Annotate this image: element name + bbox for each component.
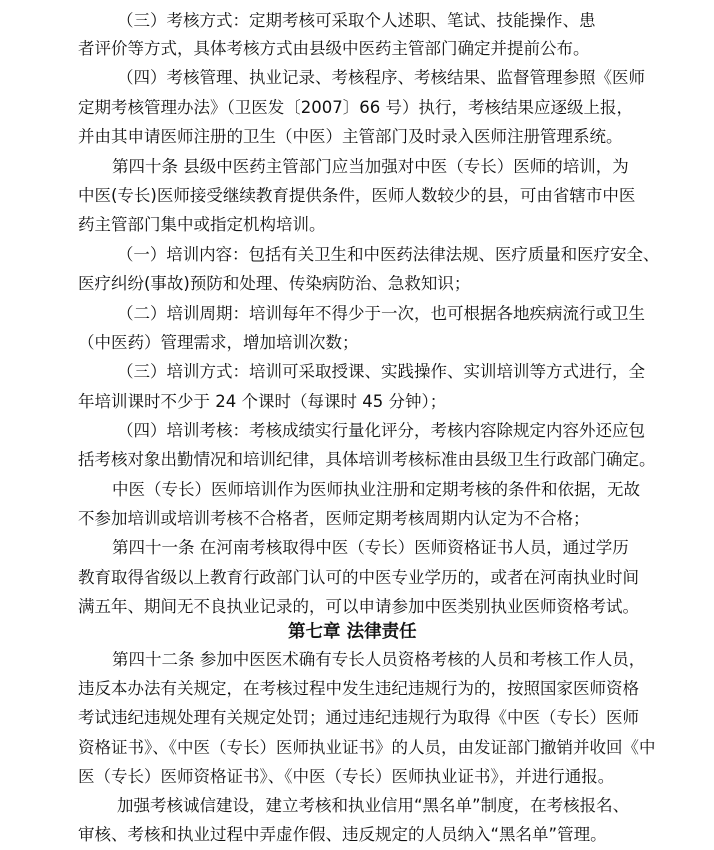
text-line: 第四十条 县级中医药主管部门应当加强对中医（专长）医师的培训，为 bbox=[112, 157, 629, 176]
text-line: 第四十一条 在河南考核取得中医（专长）医师资格证书人员，通过学历 bbox=[112, 538, 629, 557]
text-line: 医（专长）医师资格证书》、《中医（专长）医师执业证书》，并进行通报。 bbox=[78, 767, 615, 786]
text-line: （一）培训内容：包括有关卫生和中医药法律法规、医疗质量和医疗安全、 bbox=[117, 245, 660, 264]
text-line: （二）培训周期：培训每年不得少于一次，也可根据各地疾病流行或卫生 bbox=[117, 304, 645, 323]
text-line: 中医(专长)医师接受继续教育提供条件，医师人数较少的县，可由省辖市中医 bbox=[78, 186, 636, 205]
text-line: 审核、考核和执业过程中弄虚作假、违反规定的人员纳入“黑名单”管理。 bbox=[78, 825, 607, 844]
text-line: 括考核对象出勤情况和培训纪律，具体培训考核标准由县级卫生行政部门确定。 bbox=[78, 450, 656, 469]
text-line: 满五年、期间无不良执业记录的，可以申请参加中医类别执业医师资格考试。 bbox=[78, 597, 639, 616]
chapter-heading: 第七章 法律责任 bbox=[288, 622, 417, 642]
text-line: （三）考核方式：定期考核可采取个人述职、笔试、技能操作、患 bbox=[117, 11, 596, 30]
text-line: 者评价等方式，具体考核方式由县级中医药主管部门确定并提前公布。 bbox=[78, 39, 590, 58]
text-line: （中医药）管理需求，增加培训次数； bbox=[78, 333, 359, 352]
text-line: 第四十二条 参加中医医术确有专长人员资格考核的人员和考核工作人员， bbox=[112, 650, 646, 669]
text-line: 不参加培训或培训考核不合格者，医师定期考核周期内认定为不合格； bbox=[78, 509, 590, 528]
text-line: 违反本办法有关规定，在考核过程中发生违纪违规行为的，按照国家医师资格 bbox=[78, 679, 639, 698]
text-line: 年培训课时不少于 24 个课时（每课时 45 分钟）； bbox=[78, 392, 447, 411]
text-line: 并由其申请医师注册的卫生（中医）主管部门及时录入医师注册管理系统。 bbox=[78, 127, 623, 146]
text-line: 中医（专长）医师培训作为医师执业注册和定期考核的条件和依据，无故 bbox=[112, 480, 640, 499]
text-line: 教育取得省级以上教育行政部门认可的中医专业学历的，或者在河南执业时间 bbox=[78, 568, 639, 587]
text-line: （三）培训方式：培训可采取授课、实践操作、实训培训等方式进行，全 bbox=[117, 362, 645, 381]
text-line: 医疗纠纷(事故)预防和处理、传染病防治、急救知识； bbox=[78, 274, 471, 293]
text-line: 加强考核诚信建设，建立考核和执业信用“黑名单”制度，在考核报名、 bbox=[117, 796, 630, 815]
text-line: （四）培训考核：考核成绩实行量化评分，考核内容除规定内容外还应包 bbox=[117, 421, 645, 440]
text-line: 考试违纪违规处理有关规定处罚；通过违纪违规行为取得《中医（专长）医师 bbox=[78, 708, 639, 727]
text-line: 资格证书》、《中医（专长）医师执业证书》的人员，由发证部门撤销并收回《中 bbox=[78, 738, 656, 757]
text-line: （四）考核管理、执业记录、考核程序、考核结果、监督管理参照《医师 bbox=[117, 68, 645, 87]
text-line: 药主管部门集中或指定机构培训。 bbox=[78, 215, 326, 234]
text-line: 定期考核管理办法》（卫医发〔2007〕66 号）执行，考核结果应逐级上报， bbox=[78, 98, 633, 117]
